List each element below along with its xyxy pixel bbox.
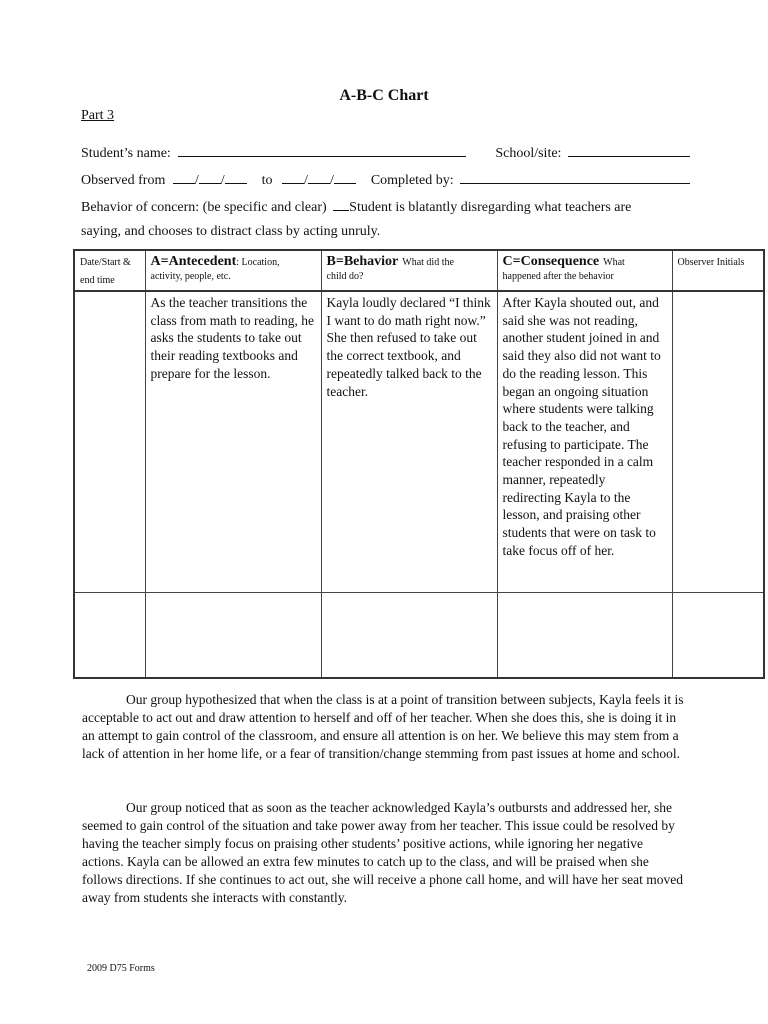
table-row (74, 593, 764, 679)
cell-date[interactable] (74, 291, 145, 593)
completed-by-field[interactable] (460, 171, 690, 184)
observed-to-label: to (261, 173, 273, 188)
behavior-blank[interactable] (333, 198, 349, 211)
behavior-label: Behavior of concern: (be specific and clear) (81, 200, 327, 215)
cell-behavior: Kayla loudly declared “I think I want to do math right now.” She then refused to take out the correct textbook, and repeatedly talked back to the teacher. (321, 291, 497, 593)
cell-date-empty[interactable] (74, 593, 145, 679)
school-label: School/site: (495, 146, 562, 161)
intervention-paragraph: Our group noticed that as soon as the teacher acknowledged Kayla’s outbursts and addressed her, she seemed to gain control of the situation and take power away from her teacher. This issue could be resolved by having the teacher simply focus on praising other students’ positive actions, while ignoring her negative actions. Kayla can be allowed an extra few minutes to catch up to the class, and will be praised when she follows directions. If she continues to act out, she will receive a phone call home, and will have her seat moved away from students she interacts with constantly. (82, 800, 683, 905)
from-month-field[interactable] (173, 171, 195, 184)
school-field[interactable] (568, 144, 690, 157)
observed-row: Observed from / / to / / Completed by: (81, 171, 690, 189)
from-day-field[interactable] (199, 171, 221, 184)
student-name-label: Student’s name: (81, 146, 171, 161)
to-day-field[interactable] (308, 171, 330, 184)
cell-antecedent: As the teacher transitions the class from math to reading, he asks the students to take out their reading textbooks and prepare for the lesson. (145, 291, 321, 593)
cell-behavior-empty[interactable] (321, 593, 497, 679)
abc-table (73, 249, 765, 679)
cell-antecedent-empty[interactable] (145, 593, 321, 679)
observed-from-label: Observed from (81, 173, 166, 188)
to-year-field[interactable] (334, 171, 356, 184)
completed-by-label: Completed by: (370, 173, 454, 188)
header-date: Date/Start & end time (74, 250, 145, 291)
header-observer: Observer Initials (672, 250, 764, 291)
student-name-row (81, 144, 690, 162)
hypothesis-paragraph: Our group hypothesized that when the class is at a point of transition between subjects, Kayla feels it is acceptable to act out and draw attention to herself and off of her teacher. When she does this, she is doing it in an attempt to gain control of the classroom, and ensure all attention is on her. We believe this may stem from a lack of attention in her home life, or a fear of transition/change stemming from past issues at home and school. (82, 692, 684, 761)
cell-initials-empty[interactable] (672, 593, 764, 679)
behavior-row (81, 198, 631, 216)
table-header-row (74, 250, 764, 291)
student-name-field[interactable] (178, 144, 466, 157)
header-consequence: C=Consequence What happened after the behavior (497, 250, 672, 291)
page-title: A-B-C Chart (339, 87, 429, 104)
cell-consequence-empty[interactable] (497, 593, 672, 679)
part-label: Part 3 (81, 108, 115, 123)
footer-label: 2009 D75 Forms (87, 963, 155, 974)
header-behavior: B=Behavior What did the child do? (321, 250, 497, 291)
table-row (74, 291, 764, 593)
cell-initials[interactable] (672, 291, 764, 593)
behavior-text-1: Student is blatantly disregarding what teachers are (349, 200, 632, 215)
from-year-field[interactable] (225, 171, 247, 184)
cell-consequence: After Kayla shouted out, and said she was not reading, another student joined in and said they also did not want to do the reading lesson. This began an ongoing situation where students were talking back to the teacher, and refusing to participate. The teacher responded in a calm manner, repeatedly redirecting Kayla to the lesson, and praising other students that were on task to take focus off of her. (497, 291, 672, 593)
consequence-title: C=Consequence (502, 254, 600, 269)
behavior-title: B=Behavior (326, 254, 399, 269)
header-antecedent: A=Antecedent: Location, activity, people, etc. (145, 250, 321, 291)
behavior-text-2: saying, and chooses to distract class by acting unruly. (81, 224, 381, 239)
to-month-field[interactable] (282, 171, 304, 184)
antecedent-title: A=Antecedent (150, 254, 237, 269)
